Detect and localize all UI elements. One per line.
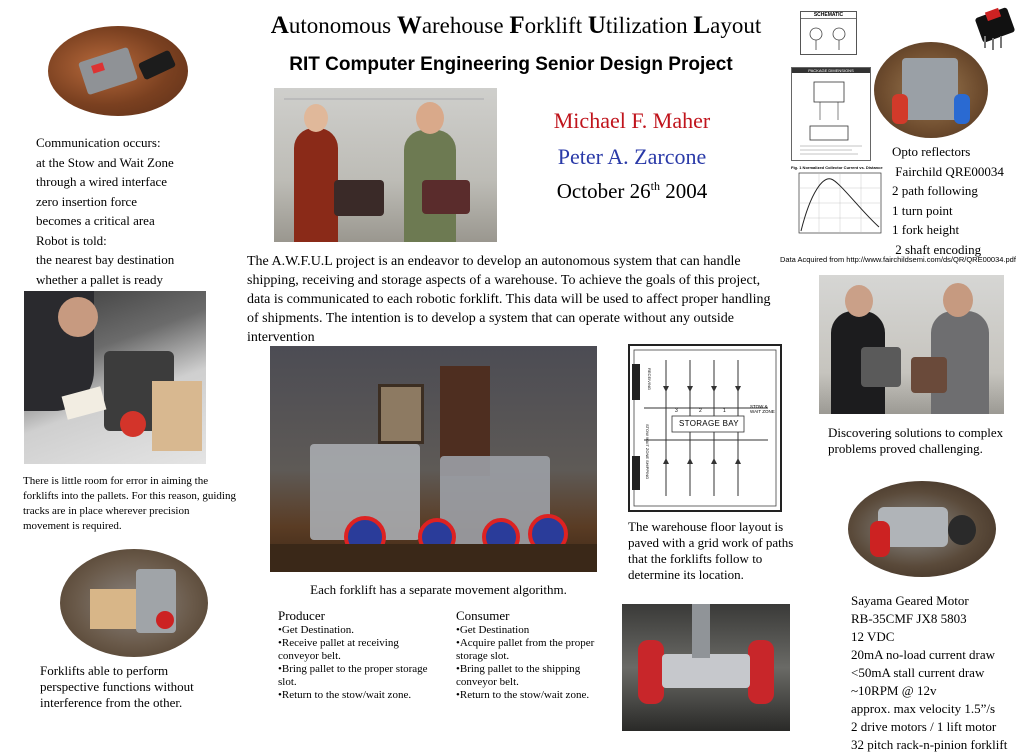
forklift-pallet-photo	[60, 549, 208, 657]
consumer-step: •Get Destination	[456, 624, 530, 636]
poster-subtitle: RIT Computer Engineering Senior Design Project	[289, 54, 733, 75]
floor-layout-caption: The warehouse floor layout is paved with a grid work of paths that the forklifts follow to determine its location.	[628, 519, 794, 582]
circuit-board-photo	[48, 26, 188, 116]
title-word-4: Utilization	[587, 12, 694, 39]
stow-wait-zone-label: STOW & WAIT ZONE	[750, 404, 775, 414]
producer-step: •Get Destination.	[278, 624, 354, 636]
consumer-section	[456, 608, 606, 702]
communication-line: becomes a critical area	[36, 213, 155, 228]
working-on-robot-photo	[24, 291, 206, 464]
collector-current-graph: Fig. 1 Normalized Collector Current vs. Distance	[791, 165, 885, 241]
consumer-title: Consumer	[456, 608, 510, 623]
robot-topview-photo	[874, 42, 988, 138]
motor-specs	[851, 592, 1007, 754]
stow-wait-left-label: STOW WAIT ZONE	[645, 424, 650, 460]
author-zarcone: Peter A. Zarcone	[557, 144, 707, 169]
motor-spec-line: 32 pitch rack-n-pinion forklift	[851, 737, 1008, 752]
title-word-1: Autonomous	[270, 12, 397, 39]
producer-title: Producer	[278, 608, 325, 623]
team-photo	[274, 88, 497, 242]
title-word-3: Forklift	[509, 12, 588, 39]
wheel-closeup-photo	[622, 604, 790, 731]
datasheet-source: Data Acquired from http://www.fairchildsemi.com/ds/QR/QRE00034.pdf	[780, 255, 1016, 264]
discovering-photo	[819, 275, 1004, 414]
shipping-label: SHIPPING	[645, 460, 650, 480]
communication-line: Robot is told:	[36, 232, 107, 248]
title-word-2: Warehouse	[396, 12, 510, 39]
motor-spec-line: Sayama Geared Motor	[851, 593, 969, 608]
receiving-label: RECEIVING	[647, 368, 652, 391]
communication-list	[36, 133, 174, 289]
bay-number: 1	[723, 408, 726, 414]
consumer-step: •Return to the stow/wait zone.	[456, 689, 590, 701]
motor-photo	[848, 481, 996, 577]
communication-line: at the Stow and Wait Zone	[36, 154, 174, 170]
title-word-5: Layout	[693, 12, 762, 39]
producer-step: •Return to the stow/wait zone.	[278, 689, 412, 701]
motor-spec-line: ~10RPM @ 12v	[851, 683, 937, 698]
motor-spec-line: <50mA stall current draw	[851, 665, 985, 680]
bay-number: 2	[699, 408, 702, 414]
communication-line: through a wired interface	[36, 174, 168, 189]
producer-section	[278, 608, 428, 702]
poster-title	[236, 12, 796, 40]
communication-line: zero insertion force	[36, 193, 138, 209]
communication-line: whether a pallet is ready	[36, 271, 164, 287]
functions-caption: Forklifts able to perform perspective functions without interference from the other.	[40, 663, 194, 710]
project-description: The A.W.F.U.L project is an endeavor to develop an autonomous system that can handle shipping, receiving and storage aspects of a warehouse. To achieve the goals of this project, data is communicated to each robotic forklift. This data will be used to affect proper handling of shipments. The intention is to develop a system that can operate without any outside intervention	[247, 254, 771, 345]
sensor-list	[892, 142, 1004, 260]
storage-bay-label: STORAGE BAY	[679, 419, 739, 428]
movement-caption: Each forklift has a separate movement algorithm.	[310, 582, 567, 597]
consumer-step: •Bring pallet to the shipping conveyor belt.	[456, 663, 581, 688]
motor-spec-line: 20mA no-load current draw	[851, 647, 996, 662]
sensor-line: Opto reflectors	[892, 144, 971, 159]
author-maher: Michael F. Maher	[553, 108, 711, 133]
sensor-line: 1 turn point	[892, 202, 953, 218]
communication-line: Communication occurs:	[36, 135, 161, 150]
motor-spec-line: RB-35CMF JX8 5803	[851, 611, 967, 626]
consumer-step: •Acquire pallet from the proper storage slot.	[456, 637, 595, 662]
package-dimensions-diagram: PACKAGE DIMENSIONS	[791, 67, 871, 161]
schematic-diagram: SCHEMATIC	[800, 11, 857, 55]
warehouse-floor-plan	[628, 344, 782, 512]
sensor-line: 2 shaft encoding	[892, 241, 982, 257]
discovering-caption: Discovering solutions to complex problems proved challenging.	[828, 425, 1004, 456]
aiming-caption: There is little room for error in aiming the forklifts into the pallets. For this reason, guiding tracks are in place wherever precision movement is required.	[23, 475, 236, 532]
two-forklifts-photo	[270, 346, 597, 572]
producer-step: •Bring pallet to the proper storage slot.	[278, 663, 428, 688]
sensor-line: Fairchild QRE00034	[892, 163, 1004, 179]
communication-line: the nearest bay destination	[36, 252, 175, 267]
motor-spec-line: approx. max velocity 1.5”/s	[851, 701, 996, 716]
producer-step: •Receive pallet at receiving conveyor belt.	[278, 637, 399, 662]
sensor-line: 2 path following	[892, 183, 978, 199]
presentation-date: October 26th 2004	[556, 179, 708, 203]
bay-number: 3	[675, 408, 678, 414]
sensor-line: 1 fork height	[892, 222, 960, 238]
motor-spec-line: 2 drive motors / 1 lift motor	[851, 719, 997, 734]
motor-spec-line: 12 VDC	[851, 629, 895, 644]
sensor-component-photo	[972, 4, 1020, 50]
